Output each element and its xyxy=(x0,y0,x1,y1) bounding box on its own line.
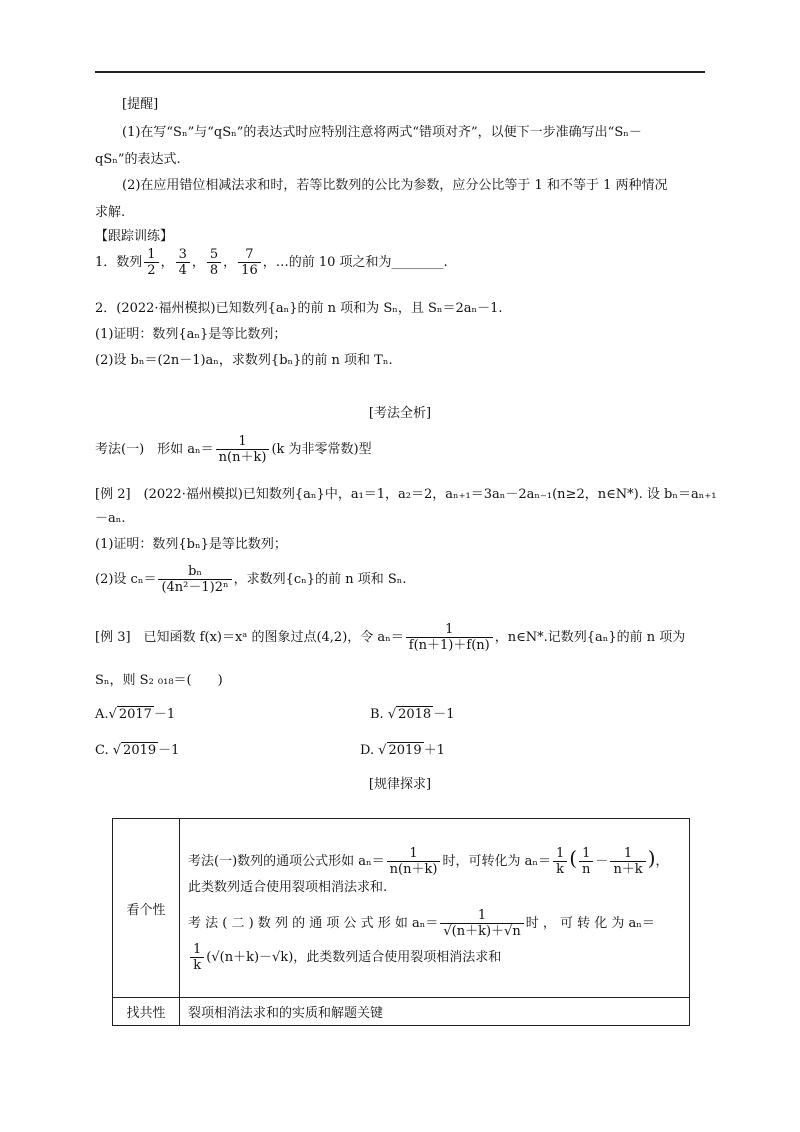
ex2-fraction: $\frac{\text{bₙ}}{\text{(4n²－1)2ⁿ}}$ xyxy=(158,564,231,595)
ex2-part2-prefix: (2)设 cₙ＝ xyxy=(95,572,157,587)
practice-q1: 1．数列 $\frac{1}{2}$ ， $\frac{3}{4}$ ， $\frac{5}{8}$ ， $\frac{7}{16}$ ，…的前 10 项之和为________. xyxy=(95,247,448,278)
ex2-part1: (1)证明：数列{bₙ}是等比数列； xyxy=(95,537,287,552)
method1-prefix: 考法(一) 形如 aₙ＝ xyxy=(95,442,214,457)
row1-body xyxy=(180,819,690,998)
ex2-part2 xyxy=(95,562,407,598)
practice-q2-1: (1)证明：数列{aₙ}是等比数列； xyxy=(95,327,287,342)
table-row xyxy=(113,819,690,998)
rule1-line-b: 此类数列适合使用裂项相消法求和. xyxy=(188,880,388,895)
q1-fraction: $\frac{3}{4}$ xyxy=(176,247,190,278)
rules-table xyxy=(112,818,690,1026)
practice-title: 【跟踪训练】 xyxy=(95,229,174,244)
ex3-line-a xyxy=(95,620,685,656)
rules-heading: [规律探求] xyxy=(368,777,432,792)
option-d: D. √ 2019 ＋1 xyxy=(360,743,445,758)
reminder-p2-a: (2)在应用错位相减法求和时，若等比数列的公比为参数，应分公比等于 1 和不等于 1 两种情况 xyxy=(122,178,668,193)
reminder-title: [提醒] xyxy=(122,97,159,112)
option-a: A.√ 2017 －1 xyxy=(95,707,176,722)
ex3-line-b: Sₙ，则 S₂ ₀₁₈＝( ) xyxy=(95,673,223,688)
ex3-suffix: ，n∈N*.记数列{aₙ}的前 n 项为 xyxy=(494,630,686,645)
header-rule xyxy=(95,71,705,73)
practice-q2: 2．(2022·福州模拟)已知数列{aₙ}的前 n 项和为 Sₙ，且 Sₙ＝2aₙ－1. xyxy=(95,301,503,316)
method1-suffix: (k 为非零常数)型 xyxy=(271,442,372,457)
practice-q2-2: (2)设 bₙ＝(2n－1)aₙ，求数列{bₙ}的前 n 项和 Tₙ. xyxy=(95,353,393,368)
table-row xyxy=(113,998,690,1026)
reminder-p1-b: qSₙ”的表达式. xyxy=(95,152,181,167)
method1-fraction: $\frac{1}{n(n+k)}$ xyxy=(216,434,270,465)
rule2-line: 考 法 ( 二 ) 数 列 的 通 项 公 式 形 如 aₙ＝ $\frac{1}{√(n+k)+√n}$ 时 ， 可 转 化 为 aₙ＝ xyxy=(188,908,655,939)
reminder-p2-b: 求解. xyxy=(95,205,126,220)
ex2-line-b: －aₙ. xyxy=(95,511,126,526)
analysis-heading: [考法全析] xyxy=(368,406,432,421)
q1-prefix: 1．数列 xyxy=(95,255,143,270)
row1-head: 看个性 xyxy=(113,819,180,998)
q1-suffix: ，…的前 10 项之和为________. xyxy=(262,255,448,270)
option-c: C. √ 2019 －1 xyxy=(95,743,180,758)
ex2-line-a: [例 2] (2022·福州模拟)已知数列{aₙ}中，a₁＝1，a₂＝2，aₙ₊₁＝3aₙ－2aₙ₋₁(n≥2，n∈N*). 设 bₙ＝aₙ₊₁ xyxy=(95,487,717,502)
ex3-prefix: [例 3] 已知函数 f(x)＝xᵃ 的图象过点(4,2)，令 aₙ＝ xyxy=(95,630,404,645)
option-b: B. √ 2018 －1 xyxy=(370,707,455,722)
row2-head: 找共性 xyxy=(113,998,180,1026)
rule1-line: 考法(一)数列的通项公式形如 aₙ＝ $\frac{1}{n(n+k)}$ 时，可转化为 aₙ＝ $\frac{1}{k}$ ( $\frac{1}{n}$ － $\frac{1}{n+k}$ )， xyxy=(188,846,669,877)
q1-fraction: $\frac{7}{16}$ xyxy=(238,247,261,278)
q1-fraction: $\frac{5}{8}$ xyxy=(207,247,221,278)
reminder-p1-a: (1)在写“Sₙ”与“qSₙ”的表达式时应特别注意将两式“错项对齐”，以便下一步准确写出“Sₙ－ xyxy=(122,125,642,140)
rule2-line-b: $\frac{1}{k}$ (√(n＋k)－√k)，此类数列适合使用裂项相消法求和 xyxy=(188,941,681,975)
method1-line xyxy=(95,432,372,468)
ex3-fraction: $\frac{1}{f(n+1)+f(n)}$ xyxy=(406,622,493,653)
row2-body: 裂项相消法求和的实质和解题关键 xyxy=(180,998,690,1026)
ex2-part2-suffix: ，求数列{cₙ}的前 n 项和 Sₙ. xyxy=(233,572,407,587)
q1-fraction: $\frac{1}{2}$ xyxy=(144,247,158,278)
